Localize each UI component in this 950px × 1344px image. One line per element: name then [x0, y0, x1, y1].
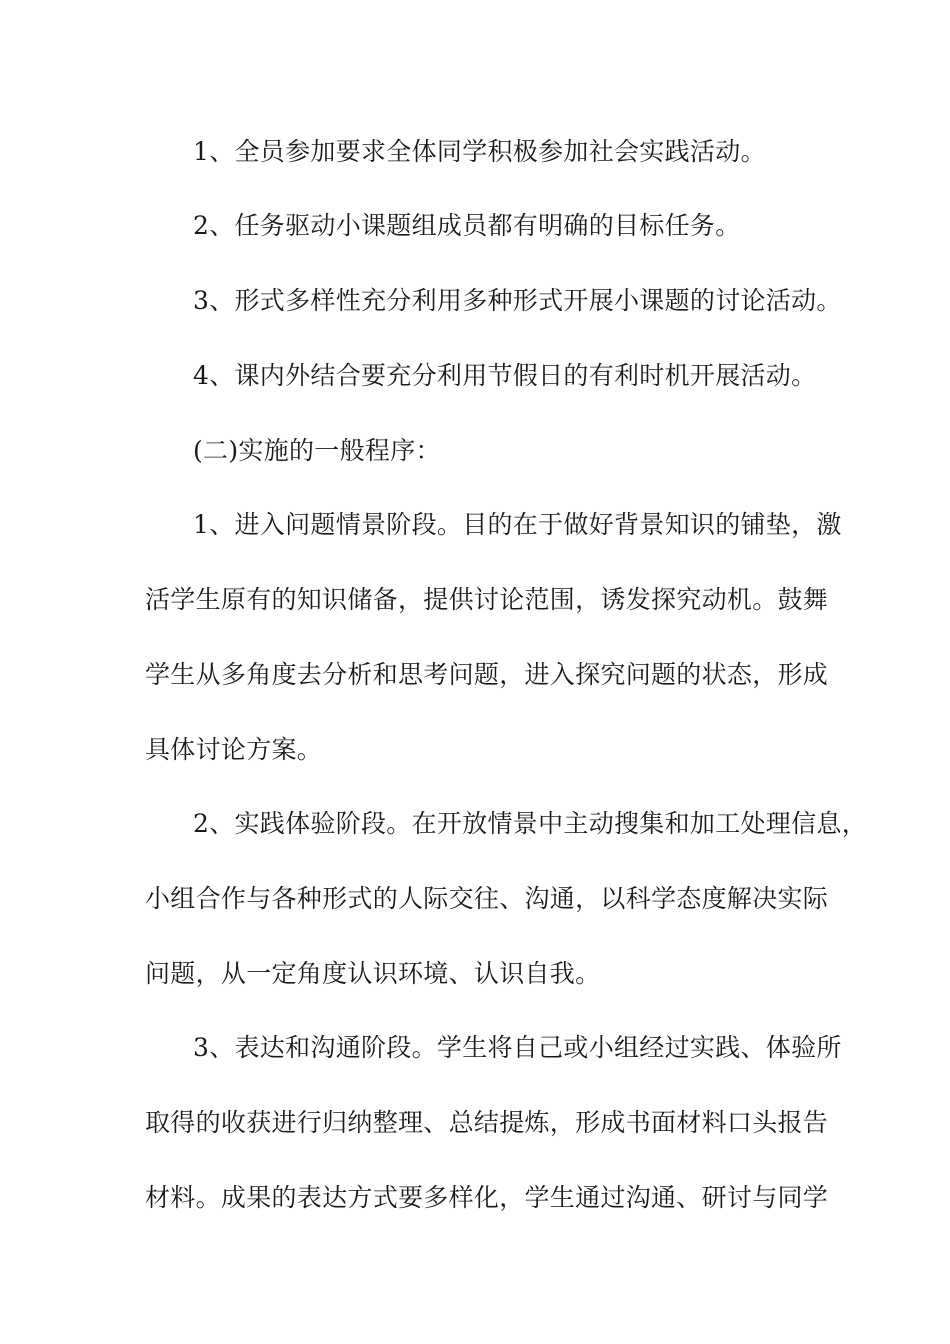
paragraph-3-line-3: 材料。成果的表达方式要多样化，学生通过沟通、研讨与同学: [145, 1183, 829, 1212]
section-heading: (二)实施的一般程序：: [193, 436, 441, 465]
list-item-2: 2、任务驱动小课题组成员都有明确的目标任务。: [193, 211, 741, 240]
paragraph-1-line-2: 活学生原有的知识储备，提供讨论范围，诱发探究动机。鼓舞: [145, 585, 829, 614]
paragraph-3-line-2: 取得的收获进行归纳整理、总结提炼，形成书面材料口头报告: [145, 1108, 829, 1137]
paragraph-1-line-1: 1、进入问题情景阶段。目的在于做好背景知识的铺垫，激: [193, 510, 842, 539]
paragraph-1-line-3: 学生从多角度去分析和思考问题，进入探究问题的状态，形成: [145, 660, 829, 689]
paragraph-2-line-2: 小组合作与各种形式的人际交往、沟通，以科学态度解决实际: [145, 884, 829, 913]
paragraph-1-line-4: 具体讨论方案。: [145, 735, 323, 764]
list-item-4: 4、课内外结合要充分利用节假日的有利时机开展活动。: [193, 361, 817, 390]
paragraph-2-line-3: 问题，从一定角度认识环境、认识自我。: [145, 959, 601, 988]
list-item-1: 1、全员参加要求全体同学积极参加社会实践活动。: [193, 137, 766, 166]
list-item-3: 3、形式多样性充分利用多种形式开展小课题的讨论活动。: [193, 286, 842, 315]
paragraph-3-line-1: 3、表达和沟通阶段。学生将自己或小组经过实践、体验所: [193, 1033, 842, 1062]
paragraph-2-line-1: 2、实践体验阶段。在开放情景中主动搜集和加工处理信息，: [193, 809, 868, 838]
